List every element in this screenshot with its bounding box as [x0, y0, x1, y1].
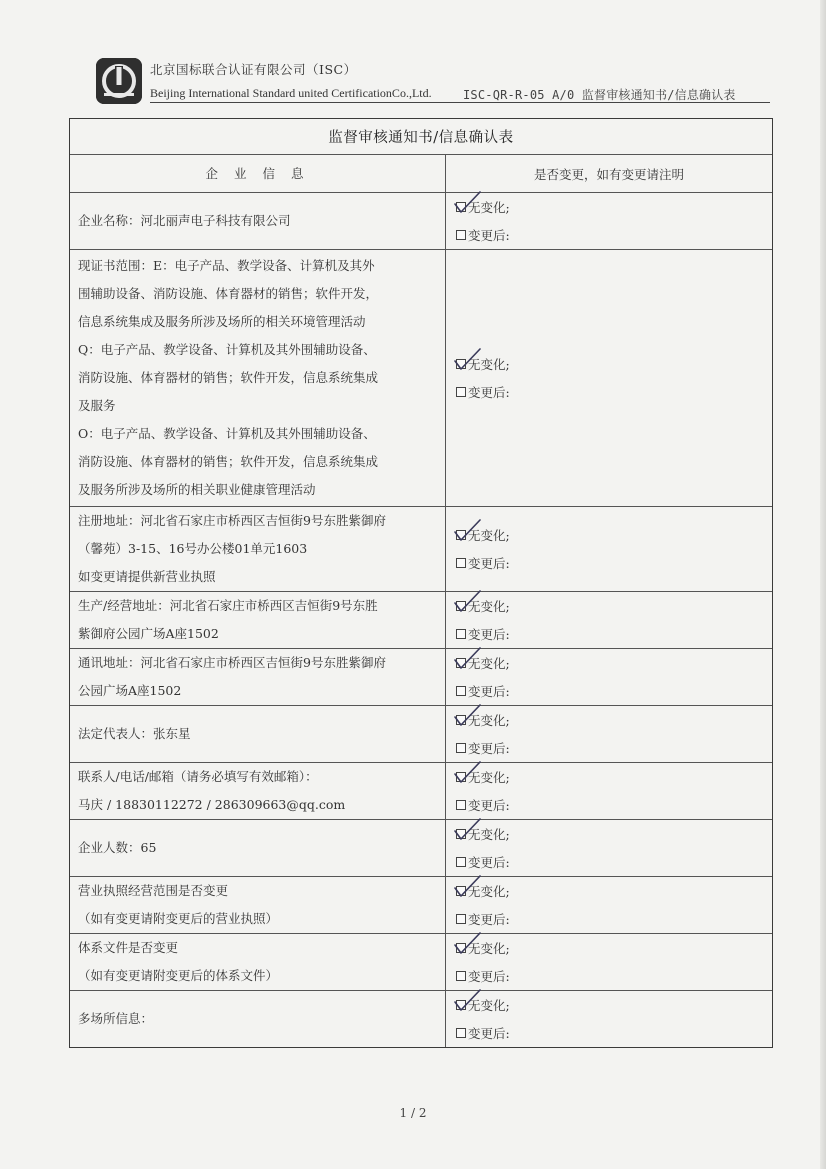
change-status-cell [446, 877, 772, 933]
checkbox-icon[interactable] [456, 914, 466, 924]
option-label: 变更后: [468, 741, 510, 756]
enterprise-info-cell [70, 991, 446, 1047]
option-label: 变更后: [468, 684, 510, 699]
option-label: 无变化; [468, 528, 510, 543]
checkbox-icon[interactable] [456, 743, 466, 753]
checkbox-icon[interactable] [456, 886, 466, 896]
change-status-cell [446, 250, 772, 506]
option-changed[interactable] [456, 677, 772, 705]
table-title: 监督审核通知书/信息确认表 [328, 130, 514, 146]
option-label: 无变化; [468, 884, 510, 899]
table-row [70, 648, 772, 705]
info-line: 围辅助设备、消防设施、体育器材的销售；软件开发， [78, 286, 379, 301]
option-unchanged[interactable] [456, 649, 772, 677]
table-body [70, 192, 772, 1047]
info-line: 马庆 / 18830112272 / 286309663@qq.com [78, 797, 346, 812]
enterprise-info-cell [70, 820, 446, 876]
table-row [70, 762, 772, 819]
checkbox-icon[interactable] [456, 800, 466, 810]
change-status-cell [446, 592, 772, 648]
table-row [70, 591, 772, 648]
option-unchanged[interactable] [456, 350, 772, 378]
company-name-en: Beijing International Standard united CertificationCo.,Ltd. [150, 86, 432, 100]
table-row [70, 192, 772, 249]
table-row [70, 506, 772, 591]
enterprise-info-cell [70, 763, 446, 819]
checkbox-icon[interactable] [456, 943, 466, 953]
option-label: 无变化; [468, 998, 510, 1013]
info-line: 公园广场A座1502 [78, 683, 182, 698]
option-changed[interactable] [456, 221, 772, 249]
info-line: 营业执照经营范围是否变更 [78, 883, 229, 898]
checkbox-icon[interactable] [456, 857, 466, 867]
option-unchanged[interactable] [456, 592, 772, 620]
enterprise-info-cell [70, 649, 446, 705]
info-line: 紫御府公园广场A座1502 [78, 626, 219, 641]
enterprise-info-cell [70, 507, 446, 591]
change-status-cell [446, 820, 772, 876]
enterprise-info-cell [70, 934, 446, 990]
info-line: 信息系统集成及服务所涉及场所的相关环境管理活动 [78, 314, 366, 329]
option-unchanged[interactable] [456, 706, 772, 734]
option-label: 变更后: [468, 855, 510, 870]
column-header-info: 企 业 信 息 [70, 155, 446, 192]
checkbox-icon[interactable] [456, 530, 466, 540]
option-changed[interactable] [456, 620, 772, 648]
option-changed[interactable] [456, 791, 772, 819]
page-number: 1 / 2 [399, 1106, 427, 1120]
change-status-cell [446, 706, 772, 762]
info-line: 企业名称：河北丽声电子科技有限公司 [78, 213, 291, 228]
option-label: 无变化; [468, 941, 510, 956]
option-label: 变更后: [468, 385, 510, 400]
info-line: 消防设施、体育器材的销售；软件开发，信息系统集成 [78, 370, 379, 385]
info-line: Q：电子产品、教学设备、计算机及其外围辅助设备、 [78, 342, 376, 357]
option-unchanged[interactable] [456, 991, 772, 1019]
enterprise-info-cell [70, 877, 446, 933]
checkbox-icon[interactable] [456, 387, 466, 397]
option-changed[interactable] [456, 378, 772, 406]
option-label: 无变化; [468, 827, 510, 842]
document-header [96, 58, 772, 106]
info-line: （如有变更请附变更后的营业执照） [78, 911, 279, 926]
change-status-cell [446, 991, 772, 1047]
enterprise-info-cell [70, 706, 446, 762]
info-line: 法定代表人：张东星 [78, 726, 191, 741]
option-unchanged[interactable] [456, 934, 772, 962]
option-label: 变更后: [468, 556, 510, 571]
checkbox-icon[interactable] [456, 558, 466, 568]
option-label: 变更后: [468, 627, 510, 642]
info-line: 通讯地址：河北省石家庄市桥西区吉恒街9号东胜紫御府 [78, 655, 386, 670]
info-line: （馨苑）3-15、16号办公楼01单元1603 [78, 541, 308, 556]
change-status-cell [446, 507, 772, 591]
option-label: 变更后: [468, 912, 510, 927]
checkbox-icon[interactable] [456, 359, 466, 369]
option-label: 无变化; [468, 357, 510, 372]
option-label: 变更后: [468, 798, 510, 813]
table-header-row [70, 154, 772, 192]
table-row [70, 933, 772, 990]
info-line: 多场所信息： [78, 1011, 154, 1026]
option-unchanged[interactable] [456, 763, 772, 791]
header-divider [150, 102, 770, 103]
info-line: 联系人/电话/邮箱（请务必填写有效邮箱）： [78, 769, 318, 784]
checkbox-icon[interactable] [456, 971, 466, 981]
option-changed[interactable] [456, 848, 772, 876]
option-changed[interactable] [456, 905, 772, 933]
option-unchanged[interactable] [456, 877, 772, 905]
option-label: 无变化; [468, 599, 510, 614]
option-changed[interactable] [456, 549, 772, 577]
page-edge-shadow [820, 0, 826, 1169]
checkbox-icon[interactable] [456, 715, 466, 725]
info-line: 生产/经营地址：河北省石家庄市桥西区吉恒街9号东胜 [78, 598, 378, 613]
option-label: 无变化; [468, 713, 510, 728]
table-row [70, 990, 772, 1047]
info-line: 注册地址：河北省石家庄市桥西区吉恒街9号东胜紫御府 [78, 513, 386, 528]
option-changed[interactable] [456, 962, 772, 990]
info-line: 如变更请提供新营业执照 [78, 569, 216, 584]
change-status-cell [446, 649, 772, 705]
table-row [70, 705, 772, 762]
checkbox-icon[interactable] [456, 230, 466, 240]
company-name-cn: 北京国标联合认证有限公司（ISC） [150, 62, 357, 77]
checkbox-icon[interactable] [456, 658, 466, 668]
enterprise-info-cell [70, 592, 446, 648]
change-status-cell [446, 763, 772, 819]
option-unchanged[interactable] [456, 193, 772, 221]
info-line: 体系文件是否变更 [78, 940, 179, 955]
checkbox-icon[interactable] [456, 772, 466, 782]
document-code: ISC-QR-R-05 A/0 监督审核通知书/信息确认表 [463, 88, 736, 102]
table-title-row [70, 119, 772, 154]
isc-logo-icon [96, 58, 142, 104]
info-line: 及服务 [78, 398, 116, 413]
table-row [70, 819, 772, 876]
change-status-cell [446, 934, 772, 990]
info-line: O：电子产品、教学设备、计算机及其外围辅助设备、 [78, 426, 376, 441]
info-line: （如有变更请附变更后的体系文件） [78, 968, 279, 983]
checkbox-icon[interactable] [456, 1028, 466, 1038]
enterprise-info-cell [70, 250, 446, 506]
change-status-cell [446, 193, 772, 249]
option-unchanged[interactable] [456, 521, 772, 549]
checkbox-icon[interactable] [456, 202, 466, 212]
info-line: 消防设施、体育器材的销售；软件开发，信息系统集成 [78, 454, 379, 469]
table-row [70, 876, 772, 933]
checkbox-icon[interactable] [456, 601, 466, 611]
info-line: 现证书范围：E：电子产品、教学设备、计算机及其外 [78, 258, 375, 273]
enterprise-info-cell [70, 193, 446, 249]
option-label: 变更后: [468, 228, 510, 243]
info-line: 及服务所涉及场所的相关职业健康管理活动 [78, 482, 316, 497]
option-label: 变更后: [468, 969, 510, 984]
option-label: 无变化; [468, 200, 510, 215]
option-changed[interactable] [456, 1019, 772, 1047]
option-label: 无变化; [468, 770, 510, 785]
table-row [70, 249, 772, 506]
checkbox-icon[interactable] [456, 1000, 466, 1010]
checkbox-icon[interactable] [456, 629, 466, 639]
column-header-change: 是否变更，如有变更请注明 [533, 166, 684, 182]
info-line: 企业人数：65 [78, 840, 157, 855]
option-label: 变更后: [468, 1026, 510, 1041]
option-label: 无变化; [468, 656, 510, 671]
checkbox-icon[interactable] [456, 829, 466, 839]
option-changed[interactable] [456, 734, 772, 762]
checkbox-icon[interactable] [456, 686, 466, 696]
confirmation-table [69, 118, 773, 1048]
option-unchanged[interactable] [456, 820, 772, 848]
